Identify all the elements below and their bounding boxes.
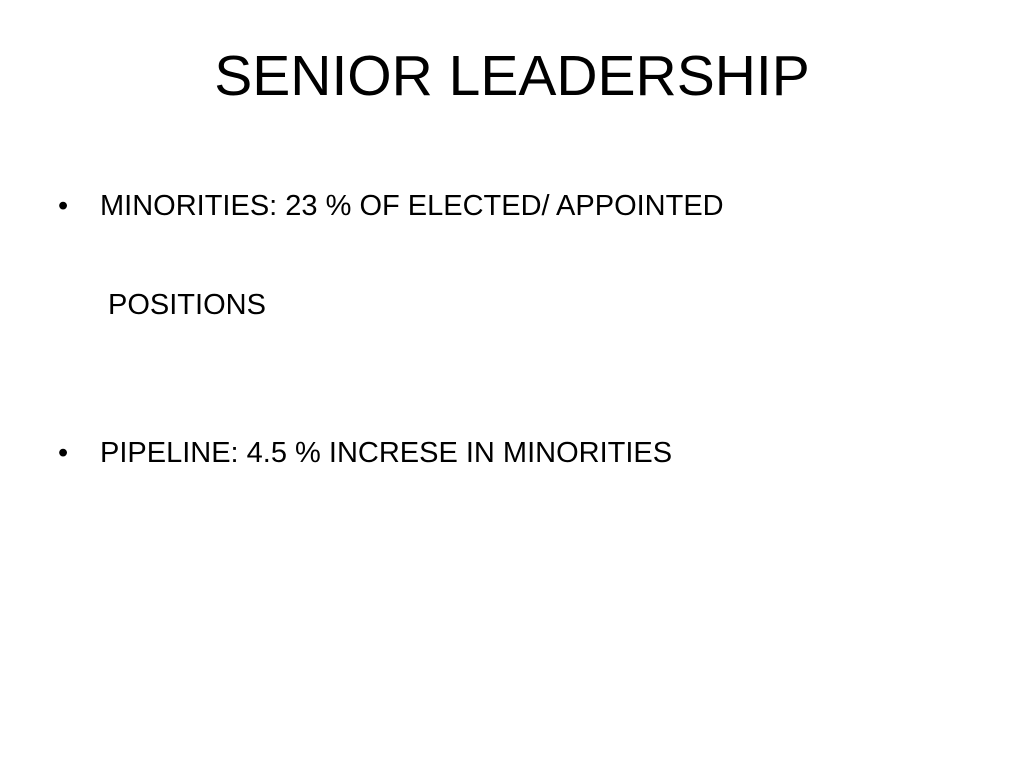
bullet-text: PIPELINE: 4.5 % INCRESE IN MINORITIES [100, 437, 673, 469]
bullet-continuation-text: POSITIONS [108, 289, 266, 321]
slide-title: SENIOR LEADERSHIP [214, 44, 810, 108]
bullet-icon: • [58, 437, 69, 469]
bullet-item-pipeline [58, 435, 672, 471]
bullet-item-minorities [58, 188, 724, 224]
bullet-text: MINORITIES: 23 % OF ELECTED/ APPOINTED [100, 190, 724, 222]
bullet-icon: • [58, 190, 69, 222]
